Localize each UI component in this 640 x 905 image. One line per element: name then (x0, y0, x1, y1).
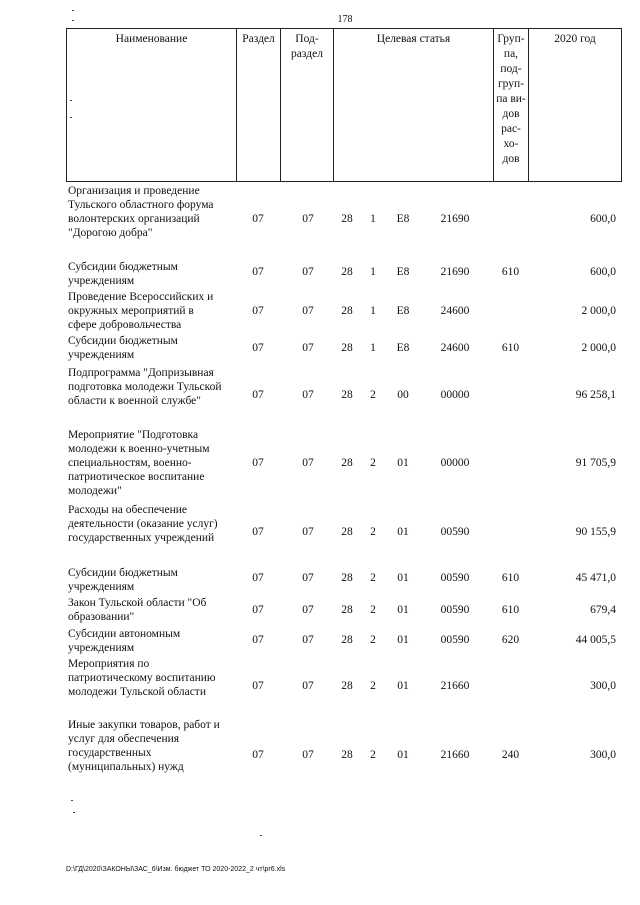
row-c4: 00590 (440, 526, 470, 538)
row-name: Расходы на обеспечение деятельности (оказание услуг) государственных учреждений (68, 504, 218, 544)
row-c1: 28 (341, 342, 353, 354)
row-c2: 1 (370, 266, 376, 278)
row-podrazdel: 07 (302, 749, 314, 761)
row-c3: 01 (397, 604, 409, 616)
row-c3: 01 (397, 634, 409, 646)
row-c1: 28 (341, 680, 353, 692)
scan-speck (260, 835, 262, 836)
row-c2: 1 (370, 213, 376, 225)
row-podrazdel: 07 (302, 604, 314, 616)
row-c3: E8 (396, 342, 410, 354)
row-amount: 90 155,9 (575, 526, 616, 538)
row-amount: 679,4 (590, 604, 616, 616)
row-c2: 2 (370, 389, 376, 401)
row-podrazdel: 07 (302, 389, 314, 401)
header-section: Раздел (236, 28, 280, 182)
row-amount: 600,0 (590, 213, 616, 225)
header-group: Груп- па, под- груп- па ви- дов рас- хо- дов (493, 28, 528, 182)
row-c4: 21690 (440, 213, 470, 225)
row-c2: 2 (370, 634, 376, 646)
scan-speck (71, 800, 73, 801)
row-c2: 1 (370, 305, 376, 317)
row-c1: 28 (341, 457, 353, 469)
row-c1: 28 (341, 213, 353, 225)
row-razdel: 07 (252, 342, 264, 354)
row-c4: 24600 (440, 305, 470, 317)
row-c1: 28 (341, 634, 353, 646)
row-c2: 2 (370, 572, 376, 584)
row-podrazdel: 07 (302, 572, 314, 584)
row-c1: 28 (341, 526, 353, 538)
row-c1: 28 (341, 749, 353, 761)
row-c1: 28 (341, 305, 353, 317)
row-podrazdel: 07 (302, 680, 314, 692)
row-c2: 2 (370, 457, 376, 469)
row-c4: 00000 (440, 457, 470, 469)
row-c3: 01 (397, 680, 409, 692)
row-amount: 45 471,0 (575, 572, 616, 584)
row-podrazdel: 07 (302, 526, 314, 538)
row-amount: 2 000,0 (581, 342, 616, 354)
row-c3: E8 (396, 305, 410, 317)
page-number: 178 (337, 14, 353, 25)
row-name: Мероприятие "Подготовка молодежи к военно-учетным специальностям, военно- патриотическое воспитание молодежи" (68, 429, 210, 497)
row-c2: 2 (370, 749, 376, 761)
row-podrazdel: 07 (302, 305, 314, 317)
row-podrazdel: 07 (302, 266, 314, 278)
row-razdel: 07 (252, 526, 264, 538)
row-razdel: 07 (252, 266, 264, 278)
row-c3: E8 (396, 266, 410, 278)
row-name: Иные закупки товаров, работ и услуг для обеспечения государственных (муниципальных) нужд (68, 719, 220, 773)
row-c3: 00 (397, 389, 409, 401)
row-c3: 01 (397, 572, 409, 584)
row-c2: 1 (370, 342, 376, 354)
row-podrazdel: 07 (302, 457, 314, 469)
row-c4: 00590 (440, 634, 470, 646)
row-razdel: 07 (252, 305, 264, 317)
row-c1: 28 (341, 572, 353, 584)
row-name: Субсидии автономным учреждениям (68, 628, 181, 654)
row-name: Закон Тульской области "Об образовании" (68, 597, 207, 623)
row-razdel: 07 (252, 213, 264, 225)
row-name: Субсидии бюджетным учреждениям (68, 261, 178, 287)
row-amount: 2 000,0 (581, 305, 616, 317)
row-vr: 240 (501, 749, 520, 761)
row-amount: 96 258,1 (575, 389, 616, 401)
row-podrazdel: 07 (302, 634, 314, 646)
row-c4: 00590 (440, 572, 470, 584)
row-c3: E8 (396, 213, 410, 225)
row-c1: 28 (341, 266, 353, 278)
row-c4: 21660 (440, 680, 470, 692)
row-c2: 2 (370, 604, 376, 616)
header-subsection: Под- раздел (280, 28, 333, 182)
row-c4: 21660 (440, 749, 470, 761)
scan-speck (70, 100, 72, 101)
row-name: Проведение Всероссийских и окружных мероприятий в сфере добровольчества (68, 291, 214, 331)
header-year: 2020 год (528, 28, 622, 182)
row-amount: 44 005,5 (575, 634, 616, 646)
scan-speck (70, 117, 72, 118)
header-target: Целевая статья (333, 28, 493, 182)
row-c3: 01 (397, 526, 409, 538)
row-amount: 600,0 (590, 266, 616, 278)
row-podrazdel: 07 (302, 342, 314, 354)
row-vr: 610 (501, 342, 520, 354)
row-vr: 610 (501, 604, 520, 616)
row-razdel: 07 (252, 604, 264, 616)
row-name: Мероприятия по патриотическому воспитанию молодежи Тульской области (68, 658, 216, 698)
row-c4: 00000 (440, 389, 470, 401)
row-amount: 300,0 (590, 680, 616, 692)
row-c4: 24600 (440, 342, 470, 354)
row-c2: 2 (370, 526, 376, 538)
row-razdel: 07 (252, 572, 264, 584)
row-razdel: 07 (252, 457, 264, 469)
row-razdel: 07 (252, 680, 264, 692)
scan-speck (72, 20, 74, 21)
row-name: Субсидии бюджетным учреждениям (68, 335, 178, 361)
file-path-footer: D:\ГД\2020\ЗАКОНЫ\ЗАС_6\Изм. бюджет ТО 2020-2022_2 чт\pr6.xls (66, 866, 286, 873)
row-c3: 01 (397, 749, 409, 761)
row-amount: 300,0 (590, 749, 616, 761)
header-name: Наименование (66, 28, 236, 182)
row-c2: 2 (370, 680, 376, 692)
row-vr: 620 (501, 634, 520, 646)
row-razdel: 07 (252, 634, 264, 646)
row-c1: 28 (341, 604, 353, 616)
row-c1: 28 (341, 389, 353, 401)
row-amount: 91 705,9 (575, 457, 616, 469)
scan-speck (73, 812, 75, 813)
scan-speck (72, 10, 74, 11)
row-name: Подпрограмма "Допризывная подготовка молодежи Тульской области к военной службе" (68, 367, 222, 407)
row-name: Организация и проведение Тульского областного форума волонтерских организаций "Дорогою добра" (68, 185, 214, 239)
row-razdel: 07 (252, 749, 264, 761)
row-c3: 01 (397, 457, 409, 469)
row-razdel: 07 (252, 389, 264, 401)
row-vr: 610 (501, 266, 520, 278)
row-podrazdel: 07 (302, 213, 314, 225)
row-vr: 610 (501, 572, 520, 584)
row-name: Субсидии бюджетным учреждениям (68, 567, 178, 593)
row-c4: 00590 (440, 604, 470, 616)
row-c4: 21690 (440, 266, 470, 278)
